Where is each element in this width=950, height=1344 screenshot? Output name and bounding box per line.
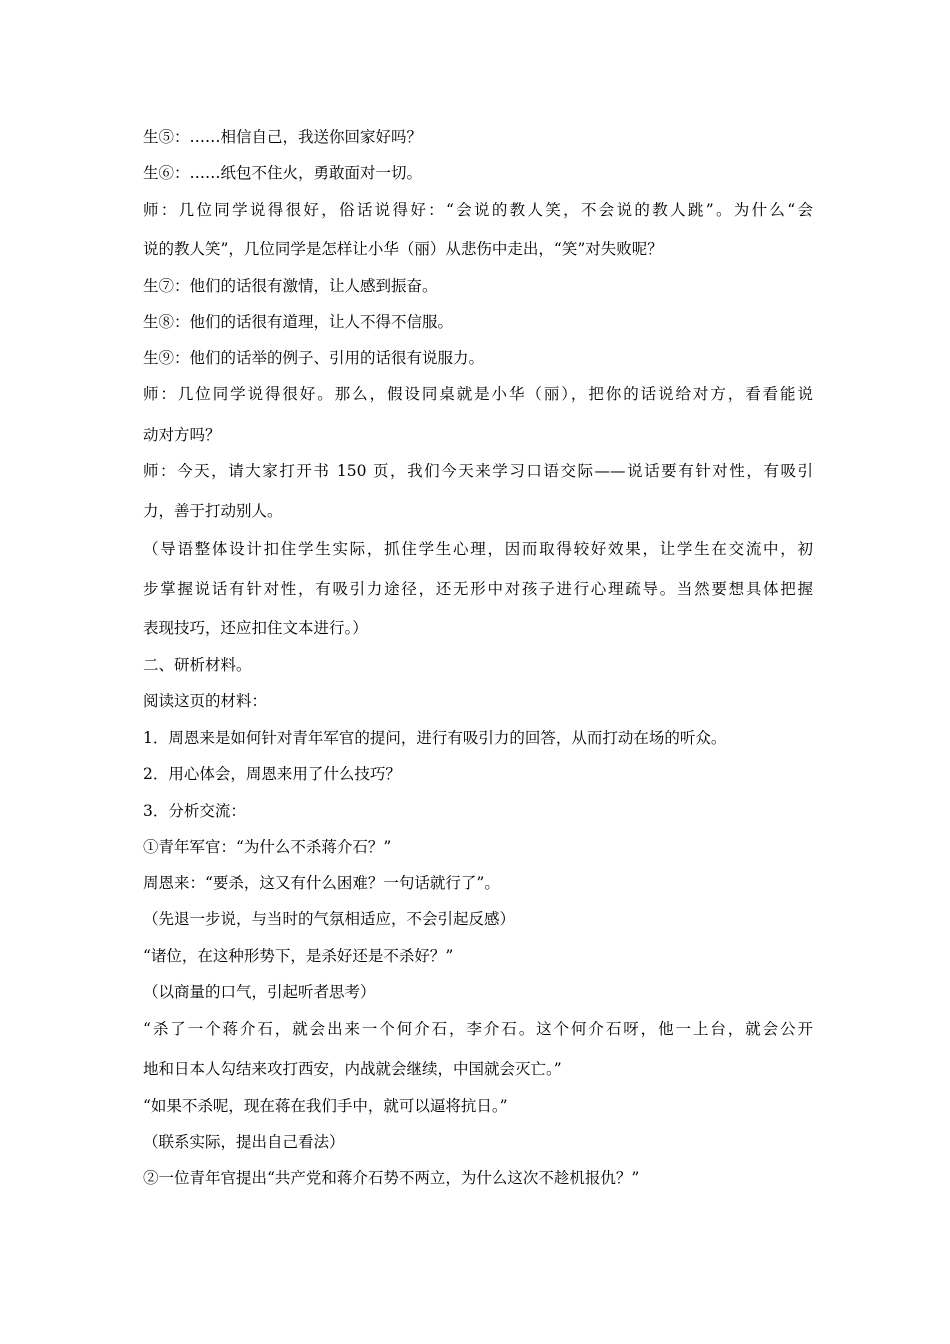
text-line: “诸位，在这种形势下，是杀好还是不杀好？” bbox=[143, 947, 454, 965]
text-line: 生⑨：他们的话举的例子、引用的话很有说服力。 bbox=[143, 349, 485, 367]
text-line: ②一位青年官提出“共产党和蒋介石势不两立，为什么这次不趁机报仇？” bbox=[143, 1169, 640, 1187]
text-line: 步掌握说话有针对性，有吸引力途径，还无形中对孩子进行心理疏导。当然要想具体把握 bbox=[143, 580, 813, 598]
text-line: 阅读这页的材料： bbox=[143, 692, 268, 710]
text-line: 生⑧：他们的话很有道理，让人不得不信服。 bbox=[143, 313, 454, 331]
text-line: 师：几位同学说得很好。那么，假设同桌就是小华（丽），把你的话说给对方，看看能说 bbox=[143, 385, 813, 403]
text-line: 生⑦：他们的话很有激情，让人感到振奋。 bbox=[143, 277, 438, 295]
text-line: 表现技巧，还应扣住文本进行。） bbox=[143, 619, 368, 637]
text-line: 说的教人笑”，几位同学是怎样让小华（丽）从悲伤中走出，“笑”对失败呢？ bbox=[143, 240, 663, 258]
text-line: “如果不杀呢，现在蒋在我们手中，就可以逼将抗日。” bbox=[143, 1097, 508, 1115]
list-item: 1．周恩来是如何针对青年军官的提问，进行有吸引力的回答，从而打动在场的听众。 bbox=[143, 729, 727, 747]
list-item: 3．分析交流： bbox=[143, 802, 246, 820]
list-item: 2．用心体会，周恩来用了什么技巧？ bbox=[143, 765, 401, 783]
text-line: 生⑤：……相信自己，我送你回家好吗？ bbox=[143, 128, 423, 146]
text-line: （先退一步说，与当时的气氛相适应，不会引起反感） bbox=[143, 910, 516, 928]
text-line: 师：几位同学说得很好，俗话说得好：“会说的教人笑，不会说的教人跳”。为什么“会 bbox=[143, 201, 813, 219]
text-line: 生⑥：……纸包不住火，勇敢面对一切。 bbox=[143, 164, 423, 182]
text-line: （联系实际，提出自己看法） bbox=[143, 1133, 345, 1151]
text-line: 周恩来：“要杀，这又有什么困难？一句话就行了”。 bbox=[143, 874, 500, 892]
text-line: ①青年军官：“为什么不杀蒋介石？” bbox=[143, 838, 392, 856]
text-line: 地和日本人勾结来攻打西安，内战就会继续，中国就会灭亡。” bbox=[143, 1060, 562, 1078]
text-line: 师：今天，请大家打开书 150 页，我们今天来学习口语交际——说话要有针对性，有吸引 bbox=[143, 462, 813, 480]
text-line: 力，善于打动别人。 bbox=[143, 502, 283, 520]
text-line: （导语整体设计扣住学生实际，抓住学生心理，因而取得较好效果，让学生在交流中，初 bbox=[143, 540, 813, 558]
text-line: “杀了一个蒋介石，就会出来一个何介石，李介石。这个何介石呀，他一上台，就会公开 bbox=[143, 1020, 813, 1038]
text-line: 动对方吗？ bbox=[143, 426, 221, 444]
text-line: （以商量的口气，引起听者思考） bbox=[143, 983, 376, 1001]
section-heading: 二、研析材料。 bbox=[143, 656, 252, 674]
